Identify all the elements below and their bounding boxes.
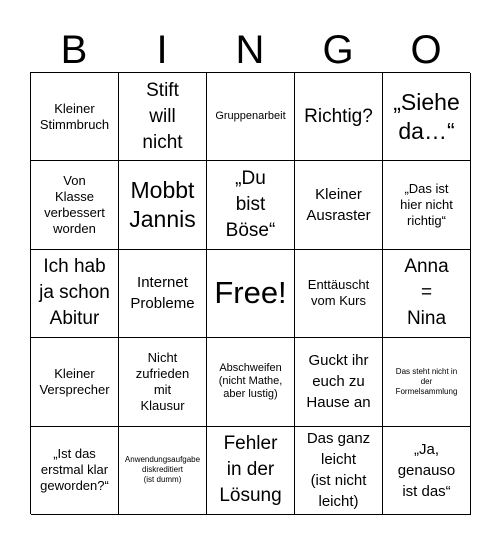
cell-text: „Du bist Böse“	[225, 168, 276, 242]
cell-text: Anwendungsaufgabe diskreditiert (ist dumm)	[124, 455, 201, 485]
cell-text: „Das ist hier nicht richtig“	[400, 181, 453, 229]
bingo-cell[interactable]	[295, 427, 383, 515]
bingo-cell[interactable]	[207, 73, 295, 161]
free-space[interactable]	[207, 250, 295, 338]
cell-text: Internet Probleme	[130, 274, 195, 313]
bingo-cell[interactable]	[207, 427, 295, 515]
bingo-cell[interactable]	[119, 161, 207, 249]
header-letter-g: G	[322, 28, 354, 72]
bingo-cell[interactable]	[383, 73, 471, 161]
cell-text: Fehler in der Lösung	[219, 433, 282, 507]
cell-text: „Siehe da…“	[393, 88, 460, 144]
bingo-cell[interactable]	[295, 73, 383, 161]
bingo-header	[30, 0, 470, 72]
cell-text: Kleiner Ausraster	[306, 186, 371, 225]
cell-text: Abschweifen (nicht Mathe, aber lustig)	[218, 362, 283, 401]
bingo-cell[interactable]	[207, 338, 295, 426]
bingo-cell[interactable]	[119, 250, 207, 338]
bingo-cell[interactable]	[31, 73, 119, 161]
bingo-cell[interactable]	[119, 427, 207, 515]
cell-text: Mobbt Jannis	[129, 177, 196, 233]
cell-text: „Ja, genauso ist das“	[397, 440, 456, 500]
cell-text: Kleiner Stimmbruch	[39, 100, 110, 132]
free-space-text: Free!	[214, 275, 287, 311]
header-letter-b: B	[60, 28, 88, 72]
cell-text: Kleiner Versprecher	[39, 365, 110, 397]
cell-text: Enttäuscht vom Kurs	[307, 277, 370, 309]
cell-text: Anna = Nina	[404, 256, 449, 330]
bingo-cell[interactable]	[383, 338, 471, 426]
bingo-grid	[30, 72, 470, 514]
bingo-cell[interactable]	[119, 338, 207, 426]
cell-text: Richtig?	[304, 105, 373, 127]
cell-text: Von Klasse verbessert worden	[44, 173, 105, 237]
header-letter-i: I	[156, 28, 168, 72]
cell-text: Ich hab ja schon Abitur	[39, 256, 110, 330]
bingo-cell[interactable]	[207, 161, 295, 249]
cell-text: „Ist das erstmal klar geworden?“	[40, 446, 109, 494]
bingo-cell[interactable]	[383, 250, 471, 338]
bingo-cell[interactable]	[31, 427, 119, 515]
bingo-cell[interactable]	[295, 161, 383, 249]
cell-text: Das ganz leicht (ist nicht leicht)	[306, 430, 371, 511]
bingo-cell[interactable]	[31, 338, 119, 426]
cell-text: Guckt ihr euch zu Hause an	[306, 352, 371, 412]
bingo-cell[interactable]	[295, 338, 383, 426]
bingo-cell[interactable]	[295, 250, 383, 338]
header-letter-o: O	[410, 28, 442, 72]
cell-text: Nicht zufrieden mit Klausur	[135, 349, 190, 413]
cell-text: Stift will nicht	[142, 79, 183, 153]
bingo-cell[interactable]	[383, 161, 471, 249]
bingo-cell[interactable]	[119, 73, 207, 161]
bingo-cell[interactable]	[31, 161, 119, 249]
header-letter-n: N	[235, 28, 265, 72]
cell-text: Das steht nicht in der Formelsammlung	[395, 366, 458, 396]
bingo-cell[interactable]	[31, 250, 119, 338]
cell-text: Gruppenarbeit	[215, 110, 286, 123]
bingo-cell[interactable]	[383, 427, 471, 515]
